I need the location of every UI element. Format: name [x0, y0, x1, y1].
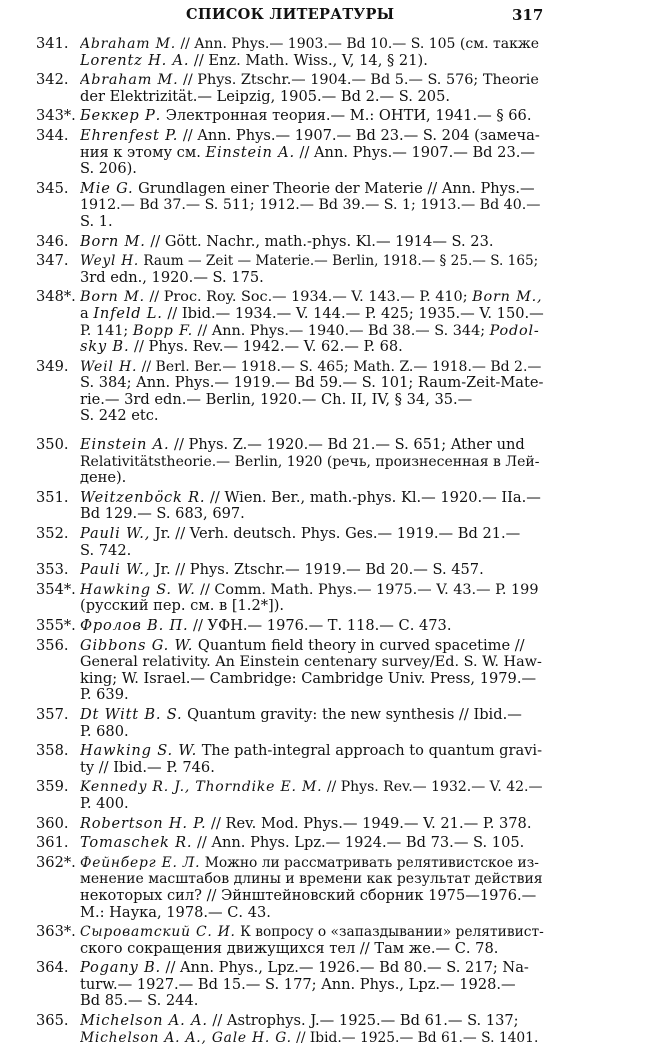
citation-text: a: [80, 305, 94, 322]
reference-line: [80, 960, 544, 977]
reference-entry: [0, 835, 650, 852]
reference-number: 352.: [36, 525, 69, 543]
citation-text: Электронная теория.— М.: ОНТИ, 1941.— § 66.: [161, 108, 532, 125]
author-name: Tomaschek R.: [80, 835, 193, 852]
author-name: Pauli W.,: [80, 526, 151, 543]
author-name: Infeld L.: [93, 305, 163, 322]
citation-text: der Elektrizität.— Leipzig, 1905.— Bd 2.— S. 205.: [80, 88, 450, 105]
citation-text: // Gött. Nachr., math.-phys. Kl.— 1914— S. 23.: [145, 233, 494, 250]
author-name: Mie G.: [80, 180, 134, 197]
reference-line: [80, 181, 544, 198]
reference-line: [80, 359, 544, 376]
citation-text: General relativity. An Einstein centenary survey/Ed. S. W. Haw-: [80, 654, 542, 671]
citation-text: (русский пер. см. в [1.2*]).: [80, 598, 285, 615]
reference-line: [80, 470, 544, 487]
citation-text: 3rd edn., 1920.— S. 175.: [80, 269, 264, 286]
page-header: [0, 6, 650, 26]
reference-number: 344.: [36, 126, 69, 144]
reference-line: [80, 562, 544, 579]
reference-entry: [0, 72, 650, 105]
citation-text: // УФН.— 1976.— Т. 118.— С. 473.: [188, 618, 452, 634]
citation-text: // Astrophys. J.— 1925.— Bd 61.— S. 137;: [207, 1013, 519, 1030]
reference-line: [80, 108, 544, 125]
reference-line: [80, 36, 544, 53]
reference-number: 362*.: [36, 853, 76, 871]
citation-text: Jr. // Verh. deutsch. Phys. Ges.— 1919.— Bd 21.—: [150, 526, 521, 543]
author-name: Einstein A.: [80, 437, 170, 454]
reference-entry: [0, 924, 650, 957]
reference-entry: [0, 638, 650, 704]
author-name: Kennedy R. J., Thorndike E. M.: [80, 779, 323, 796]
reference-number: 353.: [36, 561, 69, 579]
citation-text: // Berl. Ber.— 1918.— S. 465; Math. Z.— 1918.— Bd 2.—: [137, 358, 542, 375]
reference-line: [80, 779, 544, 796]
author-name: Фейнберг Е. Л.: [80, 854, 201, 871]
citation-text: // Phys. Rev.— 1942.— V. 62.— P. 68.: [129, 339, 403, 356]
author-name: Pogany B.: [80, 960, 161, 977]
citation-text: Raum — Zeit — Materie.— Berlin, 1918.— § 25.— S. 165;: [139, 253, 539, 270]
reference-line: [80, 618, 544, 635]
citation-text: Bd 129.— S. 683, 697.: [80, 506, 245, 523]
citation-text: S. 384; Ann. Phys.— 1919.— Bd 59.— S. 101; Raum-Zeit-Mate-: [80, 375, 544, 392]
author-name: Born M.: [80, 289, 145, 306]
author-name: Weyl H.: [80, 253, 140, 270]
reference-entry: [0, 526, 650, 559]
reference-line: [80, 1030, 544, 1047]
author-name: Einstein A.: [205, 144, 295, 161]
reference-line: [80, 214, 544, 231]
reference-line: [80, 323, 544, 340]
reference-line: [80, 53, 544, 70]
citation-text: Quantum gravity: the new synthesis // Ibid.—: [182, 706, 522, 723]
reference-entry: [0, 743, 650, 776]
citation-text: P. 141;: [80, 322, 133, 339]
citation-text: // Ann. Phys., Lpz.— 1926.— Bd 80.— S. 217; Na-: [160, 960, 529, 977]
citation-text: дене).: [80, 470, 127, 487]
reference-number: 360.: [36, 814, 69, 832]
reference-line: [80, 816, 544, 833]
reference-entry: [0, 618, 650, 635]
citation-text: // Wien. Ber., math.-phys. Kl.— 1920.— IIa.—: [205, 489, 541, 506]
author-name: Robertson H. P.: [80, 815, 207, 832]
page-number: 317: [512, 6, 544, 24]
reference-list: [0, 36, 650, 1049]
reference-line: [80, 197, 544, 214]
author-name: Abraham M.: [80, 36, 176, 52]
reference-line: [80, 654, 544, 671]
reference-number: 358.: [36, 742, 69, 760]
citation-text: Bd 85.— S. 244.: [80, 993, 199, 1010]
citation-text: Можно ли рассматривать релятивистское из-: [200, 854, 539, 871]
reference-line: [80, 835, 544, 852]
reference-line: [80, 454, 544, 471]
citation-text: rie.— 3rd edn.— Berlin, 1920.— Ch. II, IV, § 34, 35.—: [80, 391, 473, 408]
reference-line: [80, 270, 544, 287]
citation-text: Grundlagen einer Theorie der Materie // Ann. Phys.—: [133, 180, 535, 197]
author-name: Weitzenböck R.: [80, 489, 206, 506]
citation-text: Quantum field theory in curved spacetime //: [193, 637, 525, 654]
reference-line: [80, 490, 544, 507]
author-name: Hawking S. W.: [80, 743, 198, 760]
reference-number: 342.: [36, 71, 69, 89]
reference-line: [80, 993, 544, 1010]
reference-number: 351.: [36, 488, 69, 506]
author-name: Ehrenfest P.: [80, 127, 179, 144]
citation-text: ния к этому см.: [80, 144, 206, 161]
citation-text: // Enz. Math. Wiss., V, 14, § 21).: [189, 52, 428, 69]
reference-line: [80, 977, 544, 994]
author-name: Michelson A. A.: [80, 1013, 208, 1030]
reference-line: [80, 687, 544, 704]
reference-entry: [0, 582, 650, 615]
reference-line: [80, 707, 544, 724]
reference-entry: [0, 359, 650, 425]
reference-number: 349.: [36, 357, 69, 375]
citation-text: ty // Ibid.— P. 746.: [80, 759, 215, 776]
reference-line: [80, 1013, 544, 1030]
reference-line: [80, 506, 544, 523]
citation-text: turw.— 1927.— Bd 15.— S. 177; Ann. Phys., Lpz.— 1928.—: [80, 976, 516, 993]
reference-number: 357.: [36, 705, 69, 723]
reference-number: 356.: [36, 636, 69, 654]
reference-line: [80, 437, 544, 454]
author-name: Hawking S. W.: [80, 581, 196, 598]
reference-line: [80, 375, 544, 392]
reference-entry: [0, 234, 650, 251]
citation-text: // Ibid.— 1925.— Bd 61.— S. 1401.: [291, 1029, 539, 1046]
author-name: Abraham M.: [80, 72, 179, 89]
reference-entry: [0, 36, 650, 69]
reference-line: [80, 145, 544, 162]
reference-number: 361.: [36, 834, 69, 852]
citation-text: К вопросу о «запаздывании» релятивист-: [235, 924, 544, 941]
reference-entry: [0, 289, 650, 355]
author-name: Born M.,: [472, 289, 543, 306]
reference-entry: [0, 128, 650, 178]
reference-line: [80, 743, 544, 760]
reference-line: [80, 72, 544, 89]
reference-line: [80, 339, 544, 356]
reference-line: [80, 392, 544, 409]
reference-line: [80, 253, 544, 270]
citation-text: 1912.— Bd 37.— S. 511; 1912.— Bd 39.— S. 1; 1913.— Bd 40.—: [80, 197, 541, 214]
citation-text: некоторых сил? // Эйнштейновский сборник 1975—1976.—: [80, 887, 537, 904]
citation-text: // Ann. Phys.— 1907.— Bd 23.— S. 204 (замеча-: [178, 127, 540, 144]
reference-line: [80, 543, 544, 560]
reference-entry: [0, 490, 650, 523]
citation-text: // Ann. Phys.— 1903.— Bd 10.— S. 105 (см. также: [176, 36, 540, 52]
reference-entry: [0, 1013, 650, 1046]
reference-number: 364.: [36, 959, 69, 977]
citation-text: М.: Наука, 1978.— С. 43.: [80, 904, 271, 921]
reference-number: 348*.: [36, 288, 76, 306]
author-name: Сыроватский С. И.: [80, 924, 236, 941]
citation-text: // Proc. Roy. Soc.— 1934.— V. 143.— P. 410;: [144, 289, 473, 306]
reference-line: [80, 888, 544, 905]
citation-text: // Phys. Ztschr.— 1904.— Bd 5.— S. 576; Theorie: [178, 72, 539, 89]
citation-text: менение масштабов длины и времени как результат действия: [80, 871, 543, 888]
reference-entry: [0, 855, 650, 921]
citation-text: Relativitätstheorie.— Berlin, 1920 (речь, произнесенная в Лей-: [80, 453, 540, 470]
citation-text: S. 242 etc.: [80, 408, 159, 425]
reference-number: 365.: [36, 1012, 69, 1030]
author-name: Беккер Р.: [80, 108, 162, 125]
citation-text: P. 639.: [80, 687, 129, 704]
citation-text: P. 400.: [80, 795, 129, 812]
reference-line: [80, 234, 544, 251]
reference-entry: [0, 816, 650, 833]
reference-entry: [0, 181, 650, 231]
reference-entry: [0, 562, 650, 579]
reference-entry: [0, 253, 650, 286]
reference-number: 359.: [36, 778, 69, 796]
citation-text: // Rev. Mod. Phys.— 1949.— V. 21.— P. 378.: [206, 815, 532, 832]
citation-text: Jr. // Phys. Ztschr.— 1919.— Bd 20.— S. 457.: [150, 562, 484, 579]
reference-line: [80, 306, 544, 323]
reference-line: [80, 671, 544, 688]
reference-entry: [0, 108, 650, 125]
reference-line: [80, 526, 544, 543]
reference-line: [80, 905, 544, 922]
reference-line: [80, 161, 544, 178]
reference-line: [80, 408, 544, 425]
reference-number: 354*.: [36, 580, 76, 598]
reference-line: [80, 128, 544, 145]
reference-number: 345.: [36, 179, 69, 197]
citation-text: // Ibid.— 1934.— V. 144.— P. 425; 1935.— V. 150.—: [162, 305, 544, 322]
reference-number: 343*.: [36, 107, 76, 125]
reference-entry: [0, 960, 650, 1010]
citation-text: ского сокращения движущихся тел // Там же.— С. 78.: [80, 940, 499, 957]
reference-number: 363*.: [36, 923, 76, 941]
reference-line: [80, 855, 544, 872]
reference-line: [80, 598, 544, 615]
citation-text: // Ann. Phys. Lpz.— 1924.— Bd 73.— S. 105.: [192, 835, 525, 852]
reference-line: [80, 89, 544, 106]
reference-entry: [0, 779, 650, 812]
citation-text: // Ann. Phys.— 1907.— Bd 23.—: [294, 144, 535, 161]
citation-text: P. 680.: [80, 723, 129, 740]
author-name: Weil H.: [80, 358, 138, 375]
author-name: Gibbons G. W.: [80, 637, 194, 654]
reference-line: [80, 289, 544, 306]
citation-text: // Comm. Math. Phys.— 1975.— V. 43.— P. 199: [195, 581, 539, 598]
reference-line: [80, 724, 544, 741]
reference-line: [80, 941, 544, 958]
author-name: Dt Witt B. S.: [80, 706, 183, 723]
reference-line: [80, 796, 544, 813]
author-name: Podol-: [489, 322, 540, 339]
reference-number: 350.: [36, 436, 69, 454]
reference-line: [80, 638, 544, 655]
author-name: Born M.: [80, 233, 146, 250]
citation-text: The path-integral approach to quantum gravi-: [197, 743, 543, 760]
reference-number: 346.: [36, 232, 69, 250]
reference-number: 347.: [36, 252, 69, 270]
reference-entry: [0, 437, 650, 487]
citation-text: king; W. Israel.— Cambridge: Cambridge Univ. Press, 1979.—: [80, 670, 537, 687]
reference-line: [80, 582, 544, 599]
citation-text: // Phys. Z.— 1920.— Bd 21.— S. 651; Äther und: [169, 437, 525, 454]
citation-text: // Phys. Rev.— 1932.— V. 42.—: [322, 779, 543, 796]
reference-line: [80, 924, 544, 941]
author-name: Фролов В. П.: [80, 618, 189, 634]
reference-line: [80, 871, 544, 888]
citation-text: S. 1.: [80, 213, 113, 230]
reference-line: [80, 760, 544, 777]
author-name: Michelson A. A., Gale H. G.: [80, 1029, 292, 1046]
citation-text: S. 742.: [80, 542, 132, 559]
running-title: СПИСОК ЛИТЕРАТУРЫ: [186, 6, 395, 23]
citation-text: S. 206).: [80, 161, 137, 178]
reference-number: 355*.: [36, 617, 76, 634]
reference-number: 341.: [36, 35, 69, 52]
author-name: sky B.: [80, 339, 130, 356]
citation-text: // Ann. Phys.— 1940.— Bd 38.— S. 344;: [192, 322, 490, 339]
author-name: Bopp F.: [132, 322, 193, 339]
author-name: Pauli W.,: [80, 562, 151, 579]
author-name: Lorentz H. A.: [80, 52, 190, 69]
reference-entry: [0, 707, 650, 740]
